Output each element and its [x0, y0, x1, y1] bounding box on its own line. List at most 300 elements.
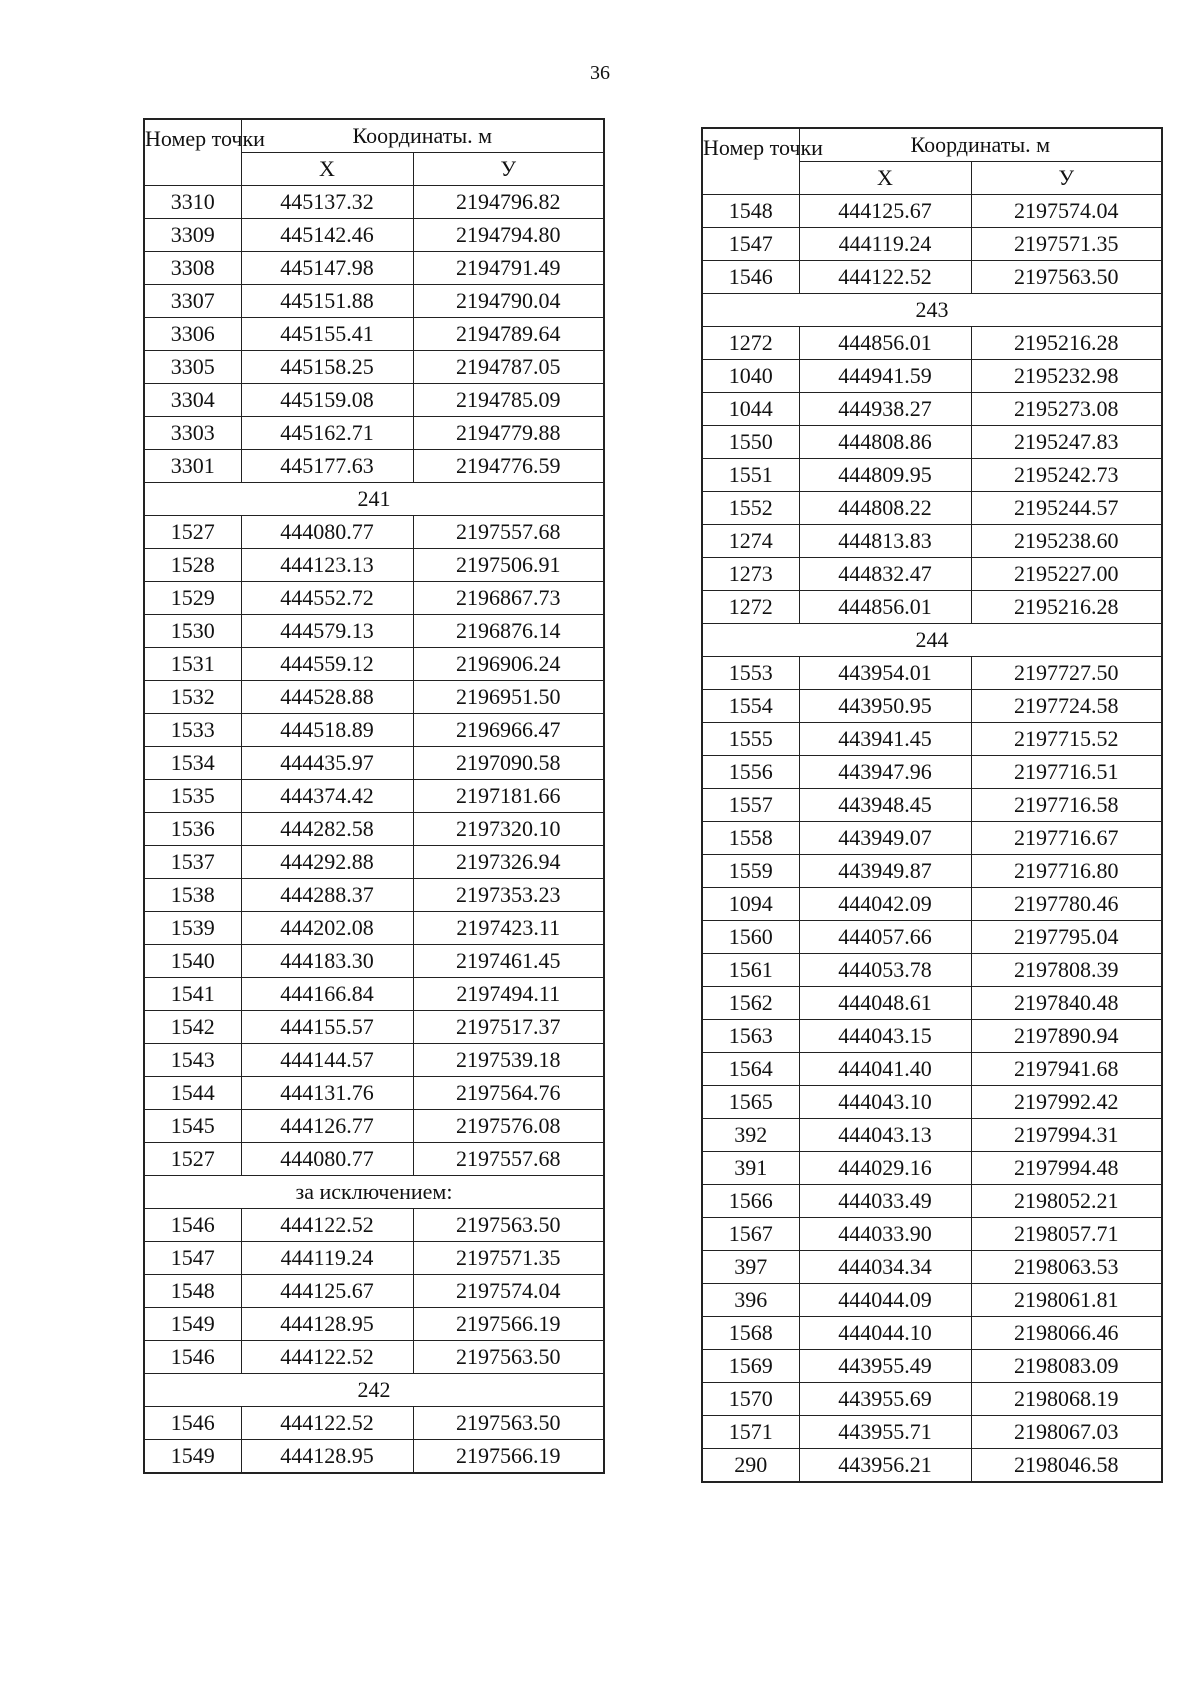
point-number-cell: 1548 — [144, 1275, 241, 1308]
x-coordinate-cell: 444034.34 — [799, 1251, 971, 1284]
coordinates-table-right — [701, 127, 1163, 1483]
y-coordinate-cell: 2197780.46 — [971, 888, 1162, 921]
x-coordinate-cell: 444033.90 — [799, 1218, 971, 1251]
y-coordinate-cell: 2197716.80 — [971, 855, 1162, 888]
point-number-cell: 1567 — [702, 1218, 799, 1251]
point-number-cell: 1094 — [702, 888, 799, 921]
point-number-cell: 1543 — [144, 1044, 241, 1077]
x-coordinate-cell: 444029.16 — [799, 1152, 971, 1185]
y-coordinate-cell: 2198046.58 — [971, 1449, 1162, 1483]
table-row — [702, 789, 1162, 822]
x-coordinate-cell: 444057.66 — [799, 921, 971, 954]
table-row — [702, 327, 1162, 360]
table-row — [144, 813, 604, 846]
table-row — [144, 1209, 604, 1242]
table-row — [144, 351, 604, 384]
point-number-cell: 1560 — [702, 921, 799, 954]
table-row — [144, 285, 604, 318]
point-number-cell: 1561 — [702, 954, 799, 987]
y-coordinate-cell: 2195238.60 — [971, 525, 1162, 558]
header-y: У — [971, 162, 1162, 195]
point-number-cell: 1274 — [702, 525, 799, 558]
point-number-cell: 3309 — [144, 219, 241, 252]
point-number-cell: 1546 — [144, 1209, 241, 1242]
section-row — [702, 624, 1162, 657]
y-coordinate-cell: 2197727.50 — [971, 657, 1162, 690]
section-row — [702, 294, 1162, 327]
x-coordinate-cell: 443950.95 — [799, 690, 971, 723]
point-number-cell: 1546 — [144, 1407, 241, 1440]
table-row — [144, 1341, 604, 1374]
x-coordinate-cell: 444053.78 — [799, 954, 971, 987]
table-row — [144, 912, 604, 945]
y-coordinate-cell: 2197557.68 — [413, 516, 604, 549]
point-number-cell: 3310 — [144, 186, 241, 219]
x-coordinate-cell: 444119.24 — [799, 228, 971, 261]
y-coordinate-cell: 2195232.98 — [971, 360, 1162, 393]
table-row — [144, 186, 604, 219]
x-coordinate-cell: 444809.95 — [799, 459, 971, 492]
x-coordinate-cell: 445158.25 — [241, 351, 413, 384]
x-coordinate-cell: 444043.15 — [799, 1020, 971, 1053]
x-coordinate-cell: 444202.08 — [241, 912, 413, 945]
table-row — [144, 450, 604, 483]
x-coordinate-cell: 444435.97 — [241, 747, 413, 780]
point-number-cell: 1564 — [702, 1053, 799, 1086]
point-number-cell: 396 — [702, 1284, 799, 1317]
y-coordinate-cell: 2195216.28 — [971, 327, 1162, 360]
y-coordinate-cell: 2197994.48 — [971, 1152, 1162, 1185]
y-coordinate-cell: 2197795.04 — [971, 921, 1162, 954]
x-coordinate-cell: 444155.57 — [241, 1011, 413, 1044]
y-coordinate-cell: 2196906.24 — [413, 648, 604, 681]
table-row — [702, 690, 1162, 723]
table-row — [702, 888, 1162, 921]
point-number-cell: 1532 — [144, 681, 241, 714]
point-number-cell: 1558 — [702, 822, 799, 855]
point-number-cell: 1541 — [144, 978, 241, 1011]
y-coordinate-cell: 2198066.46 — [971, 1317, 1162, 1350]
x-coordinate-cell: 443955.69 — [799, 1383, 971, 1416]
table-row — [702, 822, 1162, 855]
y-coordinate-cell: 2195242.73 — [971, 459, 1162, 492]
table-row — [144, 384, 604, 417]
table-row — [702, 459, 1162, 492]
y-coordinate-cell: 2194791.49 — [413, 252, 604, 285]
table-row — [144, 516, 604, 549]
y-coordinate-cell: 2194796.82 — [413, 186, 604, 219]
x-coordinate-cell: 444282.58 — [241, 813, 413, 846]
table-row — [702, 426, 1162, 459]
point-number-cell: 1566 — [702, 1185, 799, 1218]
y-coordinate-cell: 2197557.68 — [413, 1143, 604, 1176]
y-coordinate-cell: 2194776.59 — [413, 450, 604, 483]
x-coordinate-cell: 444856.01 — [799, 591, 971, 624]
table-body-right — [702, 195, 1162, 1483]
table-row — [144, 879, 604, 912]
x-coordinate-cell: 445177.63 — [241, 450, 413, 483]
table-row — [702, 1086, 1162, 1119]
table-row — [702, 261, 1162, 294]
table-row — [702, 1119, 1162, 1152]
y-coordinate-cell: 2195273.08 — [971, 393, 1162, 426]
x-coordinate-cell: 444183.30 — [241, 945, 413, 978]
x-coordinate-cell: 444044.09 — [799, 1284, 971, 1317]
y-coordinate-cell: 2197563.50 — [413, 1407, 604, 1440]
y-coordinate-cell: 2195227.00 — [971, 558, 1162, 591]
coordinates-table-left — [143, 118, 605, 1474]
x-coordinate-cell: 444374.42 — [241, 780, 413, 813]
point-number-cell: 1546 — [702, 261, 799, 294]
table-row — [144, 1407, 604, 1440]
x-coordinate-cell: 444043.13 — [799, 1119, 971, 1152]
x-coordinate-cell: 443947.96 — [799, 756, 971, 789]
table-row — [144, 1011, 604, 1044]
table-row — [702, 1449, 1162, 1483]
header-coordinates: Координаты. м — [799, 128, 1162, 162]
x-coordinate-cell: 444125.67 — [241, 1275, 413, 1308]
table-row — [702, 723, 1162, 756]
table-row — [702, 855, 1162, 888]
y-coordinate-cell: 2197808.39 — [971, 954, 1162, 987]
table-row — [144, 714, 604, 747]
y-coordinate-cell: 2197715.52 — [971, 723, 1162, 756]
header-coordinates: Координаты. м — [241, 119, 604, 153]
x-coordinate-cell: 445162.71 — [241, 417, 413, 450]
x-coordinate-cell: 444144.57 — [241, 1044, 413, 1077]
point-number-cell: 1568 — [702, 1317, 799, 1350]
x-coordinate-cell: 444122.52 — [799, 261, 971, 294]
x-coordinate-cell: 444938.27 — [799, 393, 971, 426]
table-row — [702, 195, 1162, 228]
x-coordinate-cell: 444166.84 — [241, 978, 413, 1011]
point-number-cell: 1530 — [144, 615, 241, 648]
point-number-cell: 1044 — [702, 393, 799, 426]
table-row — [144, 318, 604, 351]
point-number-cell: 1551 — [702, 459, 799, 492]
table-row — [144, 615, 604, 648]
y-coordinate-cell: 2196966.47 — [413, 714, 604, 747]
section-row — [144, 483, 604, 516]
table-body-left — [144, 186, 604, 1474]
point-number-cell: 1553 — [702, 657, 799, 690]
x-coordinate-cell: 444080.77 — [241, 516, 413, 549]
table-row — [702, 921, 1162, 954]
point-number-cell: 1538 — [144, 879, 241, 912]
x-coordinate-cell: 444033.49 — [799, 1185, 971, 1218]
section-row — [144, 1374, 604, 1407]
y-coordinate-cell: 2197716.51 — [971, 756, 1162, 789]
table-row — [144, 1044, 604, 1077]
x-coordinate-cell: 444122.52 — [241, 1209, 413, 1242]
x-coordinate-cell: 444119.24 — [241, 1242, 413, 1275]
table-row — [702, 591, 1162, 624]
y-coordinate-cell: 2197724.58 — [971, 690, 1162, 723]
x-coordinate-cell: 443954.01 — [799, 657, 971, 690]
table-row — [702, 1284, 1162, 1317]
table-row — [702, 1251, 1162, 1284]
table-row — [144, 582, 604, 615]
point-number-cell: 1555 — [702, 723, 799, 756]
y-coordinate-cell: 2197423.11 — [413, 912, 604, 945]
point-number-cell: 1273 — [702, 558, 799, 591]
x-coordinate-cell: 443955.49 — [799, 1350, 971, 1383]
table-row — [702, 1350, 1162, 1383]
table-row — [144, 681, 604, 714]
y-coordinate-cell: 2196951.50 — [413, 681, 604, 714]
x-coordinate-cell: 444044.10 — [799, 1317, 971, 1350]
x-coordinate-cell: 443941.45 — [799, 723, 971, 756]
y-coordinate-cell: 2197566.19 — [413, 1308, 604, 1341]
y-coordinate-cell: 2197566.19 — [413, 1440, 604, 1474]
y-coordinate-cell: 2198068.19 — [971, 1383, 1162, 1416]
table-row — [702, 987, 1162, 1020]
y-coordinate-cell: 2197840.48 — [971, 987, 1162, 1020]
y-coordinate-cell: 2198061.81 — [971, 1284, 1162, 1317]
y-coordinate-cell: 2197539.18 — [413, 1044, 604, 1077]
y-coordinate-cell: 2194785.09 — [413, 384, 604, 417]
table-row — [702, 1317, 1162, 1350]
y-coordinate-cell: 2197716.67 — [971, 822, 1162, 855]
table-row — [144, 1110, 604, 1143]
x-coordinate-cell: 444041.40 — [799, 1053, 971, 1086]
x-coordinate-cell: 444941.59 — [799, 360, 971, 393]
header-x: Х — [799, 162, 971, 195]
section-label: 242 — [144, 1374, 604, 1407]
table-row — [144, 1308, 604, 1341]
table-row — [144, 648, 604, 681]
x-coordinate-cell: 445147.98 — [241, 252, 413, 285]
x-coordinate-cell: 444559.12 — [241, 648, 413, 681]
point-number-cell: 1550 — [702, 426, 799, 459]
table-row — [702, 558, 1162, 591]
table-row — [702, 1218, 1162, 1251]
x-coordinate-cell: 445151.88 — [241, 285, 413, 318]
section-label: 243 — [702, 294, 1162, 327]
table-row — [702, 1185, 1162, 1218]
x-coordinate-cell: 444528.88 — [241, 681, 413, 714]
point-number-cell: 1537 — [144, 846, 241, 879]
x-coordinate-cell: 444856.01 — [799, 327, 971, 360]
y-coordinate-cell: 2197494.11 — [413, 978, 604, 1011]
section-label: 241 — [144, 483, 604, 516]
table-row — [144, 1242, 604, 1275]
x-coordinate-cell: 445142.46 — [241, 219, 413, 252]
point-number-cell: 1542 — [144, 1011, 241, 1044]
y-coordinate-cell: 2197461.45 — [413, 945, 604, 978]
y-coordinate-cell: 2195216.28 — [971, 591, 1162, 624]
table-row — [702, 756, 1162, 789]
x-coordinate-cell: 444123.13 — [241, 549, 413, 582]
point-number-cell: 1557 — [702, 789, 799, 822]
y-coordinate-cell: 2197563.50 — [413, 1209, 604, 1242]
y-coordinate-cell: 2197563.50 — [971, 261, 1162, 294]
y-coordinate-cell: 2197564.76 — [413, 1077, 604, 1110]
x-coordinate-cell: 444579.13 — [241, 615, 413, 648]
table-row — [702, 1053, 1162, 1086]
y-coordinate-cell: 2194789.64 — [413, 318, 604, 351]
table-row — [144, 780, 604, 813]
point-number-cell: 1545 — [144, 1110, 241, 1143]
y-coordinate-cell: 2197574.04 — [413, 1275, 604, 1308]
table-row — [144, 252, 604, 285]
table-row — [702, 1020, 1162, 1053]
section-label: 244 — [702, 624, 1162, 657]
point-number-cell: 1531 — [144, 648, 241, 681]
table-row — [144, 219, 604, 252]
point-number-cell: 3305 — [144, 351, 241, 384]
point-number-cell: 290 — [702, 1449, 799, 1483]
point-number-cell: 3301 — [144, 450, 241, 483]
x-coordinate-cell: 444813.83 — [799, 525, 971, 558]
y-coordinate-cell: 2197890.94 — [971, 1020, 1162, 1053]
point-number-cell: 1559 — [702, 855, 799, 888]
x-coordinate-cell: 444128.95 — [241, 1308, 413, 1341]
y-coordinate-cell: 2197326.94 — [413, 846, 604, 879]
point-number-cell: 1528 — [144, 549, 241, 582]
x-coordinate-cell: 444518.89 — [241, 714, 413, 747]
header-point-number: Номер точки — [144, 119, 241, 186]
x-coordinate-cell: 443956.21 — [799, 1449, 971, 1483]
table-row — [702, 525, 1162, 558]
point-number-cell: 1534 — [144, 747, 241, 780]
y-coordinate-cell: 2195247.83 — [971, 426, 1162, 459]
y-coordinate-cell: 2197181.66 — [413, 780, 604, 813]
y-coordinate-cell: 2194790.04 — [413, 285, 604, 318]
y-coordinate-cell: 2197576.08 — [413, 1110, 604, 1143]
x-coordinate-cell: 444126.77 — [241, 1110, 413, 1143]
x-coordinate-cell: 444131.76 — [241, 1077, 413, 1110]
point-number-cell: 1544 — [144, 1077, 241, 1110]
point-number-cell: 397 — [702, 1251, 799, 1284]
y-coordinate-cell: 2197090.58 — [413, 747, 604, 780]
point-number-cell: 3308 — [144, 252, 241, 285]
x-coordinate-cell: 444832.47 — [799, 558, 971, 591]
point-number-cell: 1563 — [702, 1020, 799, 1053]
table-row — [702, 1416, 1162, 1449]
point-number-cell: 1527 — [144, 1143, 241, 1176]
y-coordinate-cell: 2197716.58 — [971, 789, 1162, 822]
table-row — [144, 1440, 604, 1474]
x-coordinate-cell: 445155.41 — [241, 318, 413, 351]
y-coordinate-cell: 2198063.53 — [971, 1251, 1162, 1284]
y-coordinate-cell: 2197517.37 — [413, 1011, 604, 1044]
table-row — [144, 417, 604, 450]
header-y: У — [413, 153, 604, 186]
x-coordinate-cell: 444048.61 — [799, 987, 971, 1020]
point-number-cell: 1536 — [144, 813, 241, 846]
y-coordinate-cell: 2197992.42 — [971, 1086, 1162, 1119]
point-number-cell: 1554 — [702, 690, 799, 723]
y-coordinate-cell: 2197941.68 — [971, 1053, 1162, 1086]
point-number-cell: 1571 — [702, 1416, 799, 1449]
y-coordinate-cell: 2197563.50 — [413, 1341, 604, 1374]
x-coordinate-cell: 443949.07 — [799, 822, 971, 855]
y-coordinate-cell: 2197574.04 — [971, 195, 1162, 228]
x-coordinate-cell: 444808.86 — [799, 426, 971, 459]
point-number-cell: 3303 — [144, 417, 241, 450]
y-coordinate-cell: 2196876.14 — [413, 615, 604, 648]
y-coordinate-cell: 2198057.71 — [971, 1218, 1162, 1251]
table-row — [702, 657, 1162, 690]
point-number-cell: 1533 — [144, 714, 241, 747]
x-coordinate-cell: 443955.71 — [799, 1416, 971, 1449]
point-number-cell: 1529 — [144, 582, 241, 615]
point-number-cell: 1556 — [702, 756, 799, 789]
table-row — [144, 747, 604, 780]
point-number-cell: 1546 — [144, 1341, 241, 1374]
table-row — [702, 360, 1162, 393]
y-coordinate-cell: 2196867.73 — [413, 582, 604, 615]
x-coordinate-cell: 444128.95 — [241, 1440, 413, 1474]
section-label: за исключением: — [144, 1176, 604, 1209]
table-row — [144, 978, 604, 1011]
point-number-cell: 1569 — [702, 1350, 799, 1383]
y-coordinate-cell: 2197506.91 — [413, 549, 604, 582]
header-x: Х — [241, 153, 413, 186]
x-coordinate-cell: 444552.72 — [241, 582, 413, 615]
table-row — [702, 393, 1162, 426]
y-coordinate-cell: 2197571.35 — [971, 228, 1162, 261]
point-number-cell: 1527 — [144, 516, 241, 549]
section-row — [144, 1176, 604, 1209]
x-coordinate-cell: 445159.08 — [241, 384, 413, 417]
y-coordinate-cell: 2194779.88 — [413, 417, 604, 450]
point-number-cell: 1549 — [144, 1440, 241, 1474]
point-number-cell: 3304 — [144, 384, 241, 417]
table-row — [702, 228, 1162, 261]
x-coordinate-cell: 444292.88 — [241, 846, 413, 879]
y-coordinate-cell: 2198052.21 — [971, 1185, 1162, 1218]
point-number-cell: 1535 — [144, 780, 241, 813]
page-number: 36 — [590, 62, 610, 84]
point-number-cell: 1565 — [702, 1086, 799, 1119]
point-number-cell: 1539 — [144, 912, 241, 945]
x-coordinate-cell: 443948.45 — [799, 789, 971, 822]
x-coordinate-cell: 444122.52 — [241, 1407, 413, 1440]
x-coordinate-cell: 444080.77 — [241, 1143, 413, 1176]
table-row — [702, 1152, 1162, 1185]
x-coordinate-cell: 444125.67 — [799, 195, 971, 228]
x-coordinate-cell: 444288.37 — [241, 879, 413, 912]
table-row — [144, 1077, 604, 1110]
table-row — [144, 549, 604, 582]
y-coordinate-cell: 2197571.35 — [413, 1242, 604, 1275]
y-coordinate-cell: 2198067.03 — [971, 1416, 1162, 1449]
point-number-cell: 392 — [702, 1119, 799, 1152]
point-number-cell: 1552 — [702, 492, 799, 525]
point-number-cell: 3307 — [144, 285, 241, 318]
x-coordinate-cell: 444043.10 — [799, 1086, 971, 1119]
point-number-cell: 1562 — [702, 987, 799, 1020]
y-coordinate-cell: 2195244.57 — [971, 492, 1162, 525]
point-number-cell: 1570 — [702, 1383, 799, 1416]
y-coordinate-cell: 2197353.23 — [413, 879, 604, 912]
table-row — [144, 846, 604, 879]
table-row — [144, 945, 604, 978]
table-row — [702, 1383, 1162, 1416]
point-number-cell: 1549 — [144, 1308, 241, 1341]
y-coordinate-cell: 2197320.10 — [413, 813, 604, 846]
x-coordinate-cell: 444808.22 — [799, 492, 971, 525]
table-row — [144, 1275, 604, 1308]
header-point-number: Номер точки — [702, 128, 799, 195]
point-number-cell: 1547 — [702, 228, 799, 261]
y-coordinate-cell: 2194794.80 — [413, 219, 604, 252]
point-number-cell: 1040 — [702, 360, 799, 393]
y-coordinate-cell: 2197994.31 — [971, 1119, 1162, 1152]
point-number-cell: 391 — [702, 1152, 799, 1185]
